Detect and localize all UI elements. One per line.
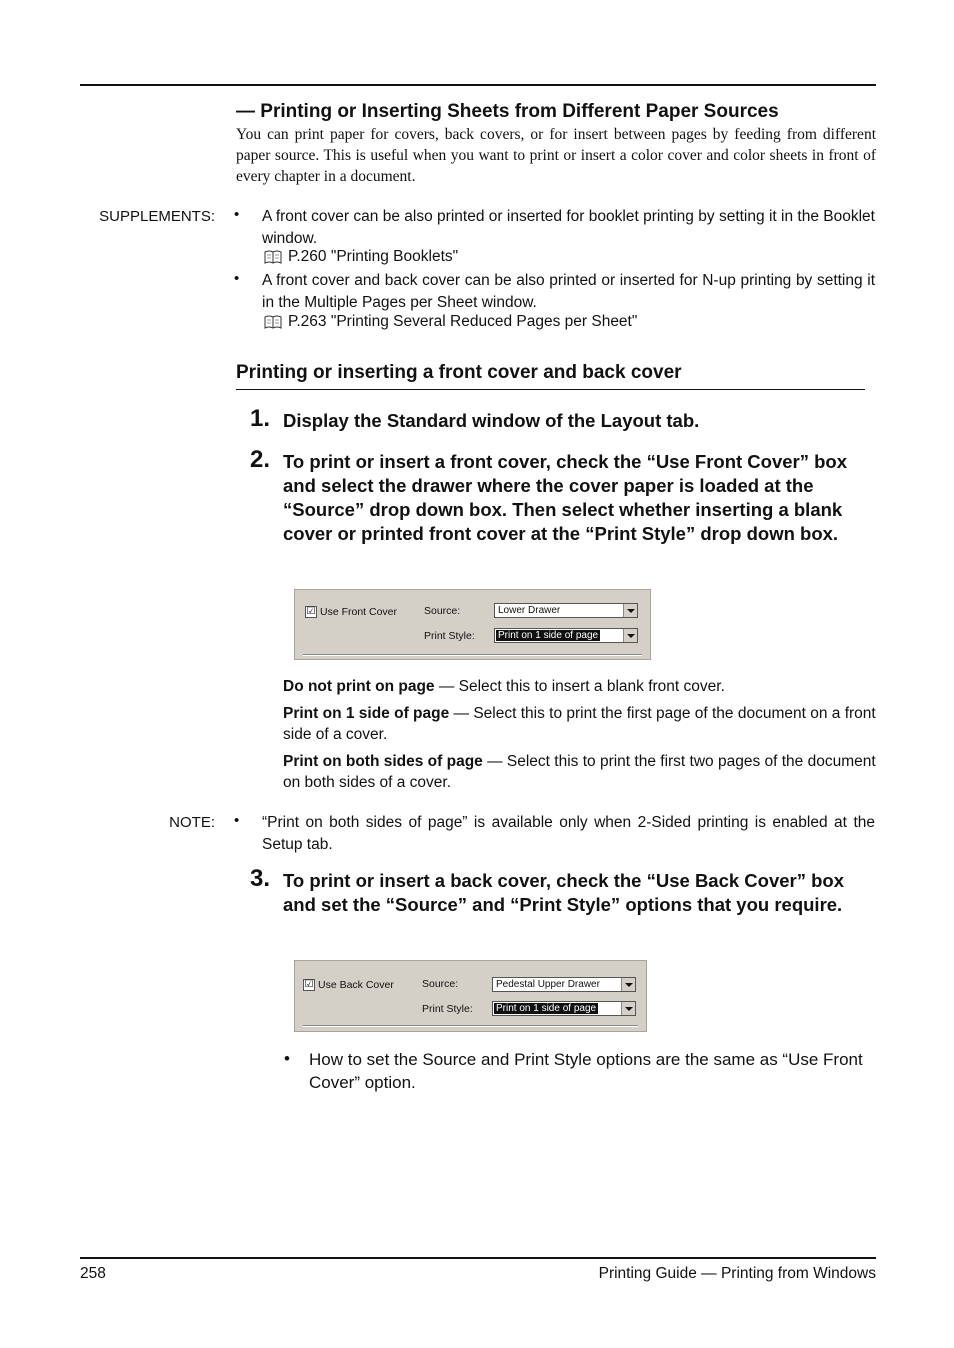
- option-print-one-side: [283, 703, 876, 745]
- source-value: Pedestal Upper Drawer: [496, 979, 600, 990]
- supplement-ref-1: [264, 248, 458, 266]
- dialog-separator: [303, 654, 642, 656]
- subheading: Printing or inserting a front cover and back cover: [236, 362, 682, 383]
- step-3-text: To print or insert a back cover, check the “Use Back Cover” box and set the “Source” and “Print Style” options that you require.: [283, 870, 845, 915]
- bullet-dot: •: [234, 206, 240, 223]
- supplement-ref-1-text[interactable]: P.260 "Printing Booklets": [288, 248, 459, 265]
- footer-rule: [80, 1257, 876, 1259]
- step-number: 2.: [250, 446, 271, 473]
- option-term: Print on both sides of page: [283, 753, 483, 770]
- note-text: “Print on both sides of page” is available only when 2-Sided printing is enabled at the Setup tab.: [262, 814, 875, 853]
- option-term: Print on 1 side of page: [283, 705, 450, 722]
- step-1-text: Display the Standard window of the Layout tab.: [283, 410, 700, 431]
- print-style-dropdown[interactable]: [494, 628, 638, 643]
- supplement-ref-2: [264, 313, 637, 331]
- section-intro: You can print paper for covers, back covers, or for insert between pages by feeding from different paper source. This is useful when you want to print or insert a color cover and color sheets in front of every chapter in a document.: [236, 126, 876, 185]
- note-label: NOTE:: [169, 814, 215, 831]
- bullet-dot: •: [234, 270, 240, 287]
- option-desc: — Select this to print the first page of the document on a front side of a cover.: [283, 705, 876, 743]
- step-number: 1.: [250, 405, 271, 432]
- source-label: Source:: [424, 605, 461, 617]
- option-print-both-sides: [283, 751, 876, 793]
- use-back-cover-checkbox[interactable]: ☑: [304, 979, 314, 990]
- supplements-label: SUPPLEMENTS:: [99, 208, 215, 225]
- print-style-dropdown[interactable]: [492, 1001, 636, 1016]
- option-desc: — Select this to print the first two pages of the document on both sides of a cover.: [283, 753, 876, 791]
- front-cover-dialog: [294, 589, 651, 660]
- option-desc: — Select this to insert a blank front cover.: [434, 678, 725, 695]
- final-bullet-text: How to set the Source and Print Style options are the same as “Use Front Cover” option.: [309, 1050, 863, 1092]
- step-number: 3.: [250, 865, 271, 892]
- use-front-cover-checkbox[interactable]: ☑: [306, 606, 316, 617]
- dialog-separator: [303, 1025, 638, 1027]
- supplement-item-2: A front cover and back cover can be also printed or inserted for N-up printing by setting it in the Multiple Pages per Sheet window.: [262, 272, 875, 311]
- supplement-ref-2-text[interactable]: P.263 "Printing Several Reduced Pages per Sheet": [288, 313, 638, 330]
- print-style-label: Print Style:: [424, 630, 475, 642]
- bullet-dot: •: [234, 812, 240, 829]
- option-term: Do not print on page: [283, 678, 435, 695]
- option-do-not-print: [283, 676, 876, 697]
- subheading-rule: [236, 389, 865, 390]
- book-icon: [264, 315, 282, 329]
- footer-title: Printing Guide — Printing from Windows: [598, 1265, 876, 1282]
- source-dropdown[interactable]: [492, 977, 636, 992]
- page-number: 258: [80, 1265, 106, 1282]
- print-style-label: Print Style:: [422, 1003, 473, 1015]
- chevron-down-icon[interactable]: [621, 1002, 635, 1015]
- section-title: — Printing or Inserting Sheets from Different Paper Sources: [236, 101, 779, 122]
- chevron-down-icon[interactable]: [621, 978, 635, 991]
- chevron-down-icon[interactable]: [623, 629, 637, 642]
- print-style-value: Print on 1 side of page: [498, 630, 599, 641]
- header-rule: [80, 84, 876, 86]
- step-2-text: To print or insert a front cover, check the “Use Front Cover” box and select the drawer where the cover paper is loaded at the “Source” drop down box. Then select whether inserting a blank cover or printed front cover at the “Print Style” drop down box.: [283, 451, 848, 544]
- back-cover-dialog: [294, 960, 647, 1032]
- source-value: Lower Drawer: [498, 605, 561, 616]
- print-style-value: Print on 1 side of page: [496, 1003, 597, 1014]
- use-front-cover-label: Use Front Cover: [320, 606, 398, 618]
- bullet-dot: •: [284, 1049, 290, 1068]
- book-icon: [264, 250, 282, 264]
- use-back-cover-label: Use Back Cover: [318, 979, 394, 991]
- chevron-down-icon[interactable]: [623, 604, 637, 617]
- supplement-item-1: A front cover can be also printed or inserted for booklet printing by setting it in the Booklet window.: [262, 208, 875, 247]
- source-dropdown[interactable]: [494, 603, 638, 618]
- source-label: Source:: [422, 978, 459, 990]
